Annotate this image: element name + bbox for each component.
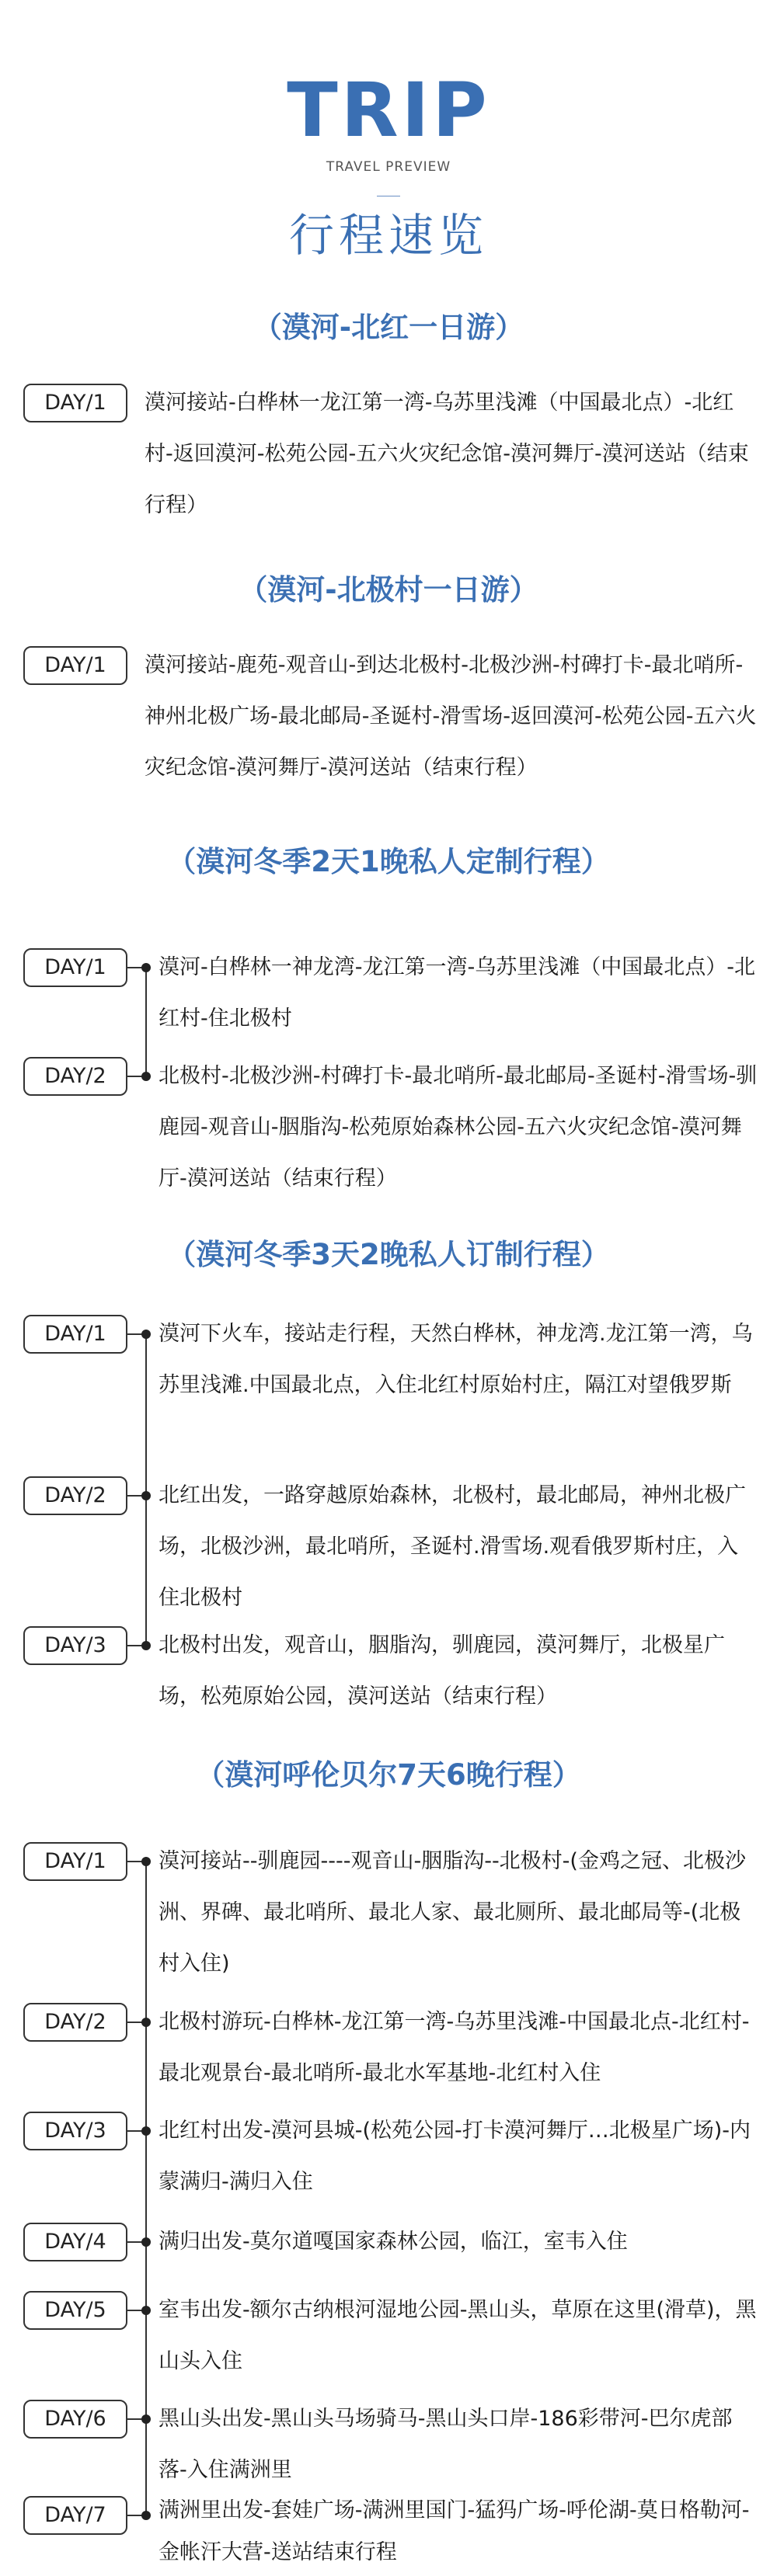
day-badge: DAY/1 bbox=[23, 1315, 127, 1354]
day-description: 漠河下火车，接站走行程，天然白桦林，神龙湾.龙江第一湾，乌苏里浅滩.中国最北点，入住北红村原始村庄，隔江对望俄罗斯 bbox=[159, 1322, 753, 1397]
header bbox=[0, 0, 777, 280]
day-badge: DAY/1 bbox=[23, 948, 127, 987]
day-description: 北极村-北极沙洲-村碑打卡-最北哨所-最北邮局-圣诞村-滑雪场-驯鹿园-观音山-胭脂沟-松苑原始森林公园-五六火灾纪念馆-漠河舞厅-漠河送站（结束行程） bbox=[159, 1064, 758, 1191]
day-description: 漠河接站-鹿苑-观音山-到达北极村-北极沙洲-村碑打卡-最北哨所-神州北极广场-最北邮局-圣诞村-滑雪场-返回漠河-松苑公园-五六火灾纪念馆-漠河舞厅-漠河送站（结束行程） bbox=[145, 653, 757, 780]
day-description: 满洲里出发-套娃广场-满洲里国门-猛犸广场-呼伦湖-莫日格勒河-金帐汗大营-送站结束行程 bbox=[159, 2498, 750, 2564]
day-badge: DAY/1 bbox=[23, 646, 127, 685]
day-description: 北红出发，一路穿越原始森林，北极村，最北邮局，神州北极广场，北极沙洲，最北哨所，圣诞村.滑雪场.观看俄罗斯村庄，入住北极村 bbox=[159, 1483, 746, 1610]
day-description: 满归出发-莫尔道嘎国家森林公园，临江，室韦入住 bbox=[159, 2230, 628, 2254]
timeline-dot bbox=[141, 963, 151, 972]
timeline-dot bbox=[141, 1330, 151, 1339]
timeline-dot bbox=[141, 2018, 151, 2027]
timeline-dot bbox=[141, 1491, 151, 1500]
day-description: 北极村出发，观音山，胭脂沟，驯鹿园，漠河舞厅，北极星广场，松苑原始公园，漠河送站（结束行程） bbox=[159, 1633, 725, 1709]
day-description: 漠河接站-白桦林一龙江第一湾-乌苏里浅滩（中国最北点）-北红村-返回漠河-松苑公园-五六火灾纪念馆-漠河舞厅-漠河送站（结束行程） bbox=[145, 391, 749, 517]
section-title: （漠河冬季2天1晚私人定制行程） bbox=[167, 845, 610, 878]
day-badge: DAY/1 bbox=[23, 1842, 127, 1881]
day-badge: DAY/2 bbox=[23, 1476, 127, 1515]
day-badge: DAY/6 bbox=[23, 2400, 127, 2439]
day-badge: DAY/2 bbox=[23, 1057, 127, 1096]
day-description: 漠河-白桦林一神龙湾-龙江第一湾-乌苏里浅滩（中国最北点）-北红村-住北极村 bbox=[159, 955, 755, 1031]
day-badge: DAY/1 bbox=[23, 384, 127, 422]
section-title: （漠河呼伦贝尔7天6晚行程） bbox=[196, 1758, 581, 1792]
timeline-line bbox=[145, 968, 147, 1076]
section-title: （漠河-北极村一日游） bbox=[239, 573, 538, 607]
day-badge: DAY/2 bbox=[23, 2003, 127, 2042]
timeline-line bbox=[145, 1334, 147, 1645]
day-description: 室韦出发-额尔古纳根河湿地公园-黑山头，草原在这里(滑草)，黑山头入住 bbox=[159, 2298, 757, 2373]
timeline-dot bbox=[141, 2306, 151, 2315]
timeline-dot bbox=[141, 2414, 151, 2424]
page-title: 行程速览 bbox=[288, 209, 488, 262]
timeline-dot bbox=[141, 2237, 151, 2247]
timeline-dot bbox=[141, 1072, 151, 1081]
timeline-dot bbox=[141, 1857, 151, 1866]
day-badge: DAY/3 bbox=[23, 2112, 127, 2150]
timeline-dot bbox=[141, 1641, 151, 1650]
timeline-dot bbox=[141, 2126, 151, 2136]
trip-logo: TRIP bbox=[287, 67, 490, 154]
day-badge: DAY/5 bbox=[23, 2291, 127, 2330]
day-badge: DAY/7 bbox=[23, 2496, 127, 2535]
travel-preview-subtitle: TRAVEL PREVIEW bbox=[326, 159, 451, 175]
day-description: 北红村出发-漠河县城-(松苑公园-打卡漠河舞厅…北极星广场)-内蒙满归-满归入住 bbox=[159, 2119, 751, 2194]
day-description: 漠河接站--驯鹿园----观音山-胭脂沟--北极村-(金鸡之冠、北极沙洲、界碑、最北哨所、最北人家、最北厕所、最北邮局等-(北极村入住) bbox=[159, 1849, 746, 1976]
day-description: 北极村游玩-白桦林-龙江第一湾-乌苏里浅滩-中国最北点-北红村-最北观景台-最北哨所-最北水军基地-北红村入住 bbox=[159, 2010, 750, 2085]
section-title: （漠河-北红一日游） bbox=[253, 311, 524, 344]
day-badge: DAY/4 bbox=[23, 2223, 127, 2261]
section-title: （漠河冬季3天2晚私人订制行程） bbox=[167, 1238, 610, 1271]
timeline-dot bbox=[141, 2511, 151, 2520]
day-badge: DAY/3 bbox=[23, 1626, 127, 1665]
day-description: 黑山头出发-黑山头马场骑马-黑山头口岸-186彩带河-巴尔虎部落-入住满洲里 bbox=[159, 2407, 733, 2482]
